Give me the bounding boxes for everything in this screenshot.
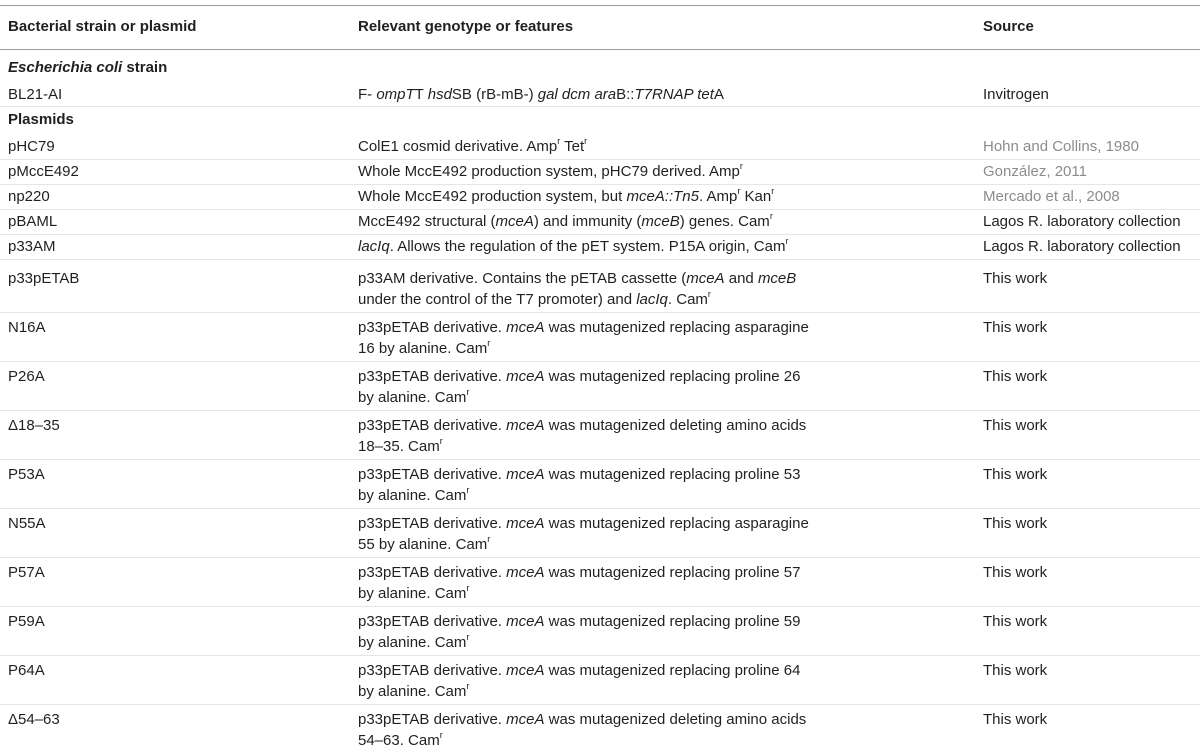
resistance-superscript: r (466, 485, 470, 495)
source-cell: This work (983, 417, 1048, 434)
genotype-text: by alanine. Cam (358, 634, 467, 651)
section-title-plasmids: Plasmids (8, 111, 74, 128)
genotype-text: was mutagenized replacing proline 59 (544, 613, 801, 630)
gene-name: mceA (506, 466, 545, 483)
source-cell: This work (983, 319, 1048, 336)
source-cell: This work (983, 515, 1048, 532)
gene-name: ompT (376, 86, 415, 103)
resistance-superscript: r (487, 534, 491, 544)
genotype-cell (358, 211, 958, 232)
table-row (0, 211, 1200, 235)
table-row (0, 186, 1200, 210)
gene-name: hsd (427, 86, 452, 103)
table-row (0, 161, 1200, 185)
genotype-text: p33pETAB derivative. (358, 662, 507, 679)
genotype-text: A (713, 86, 724, 103)
gene-name: T7RNAP tet (634, 86, 714, 103)
resistance-superscript: r (466, 387, 470, 397)
resistance-superscript: r (769, 211, 773, 221)
genotype-cell (358, 415, 958, 457)
gene-name: mceA (506, 319, 545, 336)
resistance-superscript: r (487, 338, 491, 348)
strain-name-cell: P57A (8, 564, 45, 581)
genotype-cell (358, 186, 958, 207)
strain-name-cell: P53A (8, 466, 45, 483)
gene-name: mceA::Tn5 (626, 188, 699, 205)
table-row (0, 236, 1200, 260)
strain-name-cell: P59A (8, 613, 45, 630)
source-reference-link[interactable]: Hohn and Collins, 1980 (983, 138, 1139, 155)
genotype-cell (358, 317, 958, 359)
genotype-cell (358, 660, 958, 702)
resistance-superscript: r (739, 161, 743, 171)
genotype-text: Tet (560, 138, 585, 155)
source-cell: This work (983, 368, 1048, 385)
table-row (0, 136, 1200, 160)
genotype-text: and (724, 270, 758, 287)
strain-name-cell: Δ18–35 (8, 417, 60, 434)
genotype-cell (358, 709, 958, 751)
strain-name-cell: p33AM (8, 238, 56, 255)
gene-name: mceA (506, 368, 545, 385)
genotype-text: p33AM derivative. Contains the pETAB cassette ( (358, 270, 687, 287)
resistance-superscript: r (439, 730, 443, 740)
gene-name: lacIq (636, 291, 668, 308)
genotype-text: . Allows the regulation of the pET system. P15A origin, Cam (389, 238, 786, 255)
genotype-text: Kan (740, 188, 772, 205)
genotype-text: by alanine. Cam (358, 683, 467, 700)
genotype-cell (358, 84, 958, 105)
genotype-cell (358, 268, 958, 310)
strain-name-cell: N55A (8, 515, 46, 532)
gene-name: lacIq (358, 238, 390, 255)
strain-name-cell: BL21-AI (8, 86, 63, 103)
genotype-text: by alanine. Cam (358, 487, 467, 504)
gene-name: mceA (506, 662, 545, 679)
gene-name: mceA (506, 564, 545, 581)
genotype-cell (358, 136, 958, 157)
gene-name: mceA (506, 515, 545, 532)
column-header-strain: Bacterial strain or plasmid (8, 18, 197, 35)
resistance-superscript: r (785, 236, 789, 246)
genotype-text: was mutagenized replacing asparagine (544, 515, 809, 532)
genotype-text: was mutagenized replacing proline 53 (544, 466, 801, 483)
genotype-text: was mutagenized replacing asparagine (544, 319, 809, 336)
genotype-text: T (414, 86, 428, 103)
strain-name-cell: P26A (8, 368, 45, 385)
source-cell: This work (983, 711, 1048, 728)
strain-name-cell: pMccE492 (8, 163, 79, 180)
section-row-plasmids (0, 109, 1200, 131)
genotype-text: p33pETAB derivative. (358, 564, 507, 581)
genotype-text: Whole MccE492 production system, but (358, 188, 627, 205)
table-row (0, 660, 1200, 705)
table-row (0, 84, 1200, 107)
gene-name: mceB (641, 213, 680, 230)
table-top-rule (0, 5, 1200, 6)
genotype-text: under the control of the T7 promoter) and (358, 291, 637, 308)
header-rule (0, 49, 1200, 50)
section-title-ecoli-italic: Escherichia coli (8, 59, 123, 76)
genotype-text: p33pETAB derivative. (358, 417, 507, 434)
genotype-cell (358, 562, 958, 604)
gene-name: mceA (506, 613, 545, 630)
genotype-text: ColE1 cosmid derivative. Amp (358, 138, 558, 155)
genotype-text: by alanine. Cam (358, 389, 467, 406)
genotype-text: 54–63. Cam (358, 732, 440, 749)
genotype-text: was mutagenized replacing proline 64 (544, 662, 801, 679)
source-cell: This work (983, 270, 1048, 287)
resistance-superscript: r (737, 186, 741, 196)
gene-name: mceA (506, 711, 545, 728)
genotype-text: was mutagenized replacing proline 57 (544, 564, 801, 581)
genotype-text: . Cam (667, 291, 708, 308)
resistance-superscript: r (466, 583, 470, 593)
strain-name-cell: pHC79 (8, 138, 55, 155)
gene-name: mceA (506, 417, 545, 434)
genotype-text: ) genes. Cam (679, 213, 770, 230)
source-cell: This work (983, 466, 1048, 483)
genotype-text: p33pETAB derivative. (358, 466, 507, 483)
genotype-text: Whole MccE492 production system, pHC79 derived. Amp (358, 163, 740, 180)
strain-name-cell: pBAML (8, 213, 58, 230)
genotype-text: 18–35. Cam (358, 438, 440, 455)
table-row (0, 709, 1200, 753)
source-cell: Lagos R. laboratory collection (983, 213, 1181, 230)
gene-name: gal dcm ara (537, 86, 617, 103)
genotype-text: p33pETAB derivative. (358, 711, 507, 728)
table-row (0, 611, 1200, 656)
resistance-superscript: r (771, 186, 775, 196)
genotype-text: p33pETAB derivative. (358, 515, 507, 532)
genotype-text: MccE492 structural ( (358, 213, 496, 230)
genotype-text: 16 by alanine. Cam (358, 340, 488, 357)
resistance-superscript: r (707, 289, 711, 299)
genotype-text: by alanine. Cam (358, 585, 467, 602)
table-row (0, 464, 1200, 509)
column-header-genotype: Relevant genotype or features (358, 18, 574, 35)
gene-name: mceA (495, 213, 534, 230)
resistance-superscript: r (557, 136, 561, 146)
resistance-superscript: r (466, 632, 470, 642)
strain-name-cell: N16A (8, 319, 46, 336)
genotype-cell (358, 236, 958, 257)
genotype-text: ) and immunity ( (533, 213, 642, 230)
strain-name-cell: Δ54–63 (8, 711, 60, 728)
genotype-text: was mutagenized deleting amino acids (544, 417, 807, 434)
source-cell: Lagos R. laboratory collection (983, 238, 1181, 255)
table-row (0, 317, 1200, 362)
source-cell: This work (983, 564, 1048, 581)
genotype-text: F- (358, 86, 377, 103)
column-header-source: Source (983, 18, 1034, 35)
source-cell: This work (983, 662, 1048, 679)
genotype-text: p33pETAB derivative. (358, 319, 507, 336)
resistance-superscript: r (466, 681, 470, 691)
gene-name: mceA (686, 270, 725, 287)
table-row (0, 366, 1200, 411)
genotype-text: SB (rB-mB-) (451, 86, 538, 103)
gene-name: mceB (757, 270, 797, 287)
table-row (0, 513, 1200, 558)
genotype-cell (358, 611, 958, 653)
section-title-ecoli (8, 57, 348, 78)
genotype-cell (358, 366, 958, 408)
strain-name-cell: np220 (8, 188, 50, 205)
strain-name-cell: p33pETAB (8, 270, 80, 287)
section-title-ecoli-rest: strain (122, 59, 168, 76)
genotype-text: was mutagenized replacing proline 26 (544, 368, 801, 385)
table-row (0, 268, 1200, 313)
strain-name-cell: P64A (8, 662, 45, 679)
genotype-cell (358, 513, 958, 555)
genotype-text: B:: (616, 86, 635, 103)
genotype-text: was mutagenized deleting amino acids (544, 711, 807, 728)
genotype-text: p33pETAB derivative. (358, 368, 507, 385)
source-cell: This work (983, 613, 1048, 630)
genotype-text: p33pETAB derivative. (358, 613, 507, 630)
resistance-superscript: r (439, 436, 443, 446)
table-row (0, 562, 1200, 607)
source-reference-link[interactable]: González, 2011 (983, 163, 1087, 180)
resistance-superscript: r (584, 136, 588, 146)
genotype-cell (358, 161, 958, 182)
genotype-text: 55 by alanine. Cam (358, 536, 488, 553)
source-reference-link[interactable]: Mercado et al., 2008 (983, 188, 1120, 205)
source-cell: Invitrogen (983, 86, 1049, 103)
section-row-ecoli (0, 57, 1200, 81)
table-row (0, 415, 1200, 460)
genotype-cell (358, 464, 958, 506)
genotype-text: . Amp (699, 188, 738, 205)
